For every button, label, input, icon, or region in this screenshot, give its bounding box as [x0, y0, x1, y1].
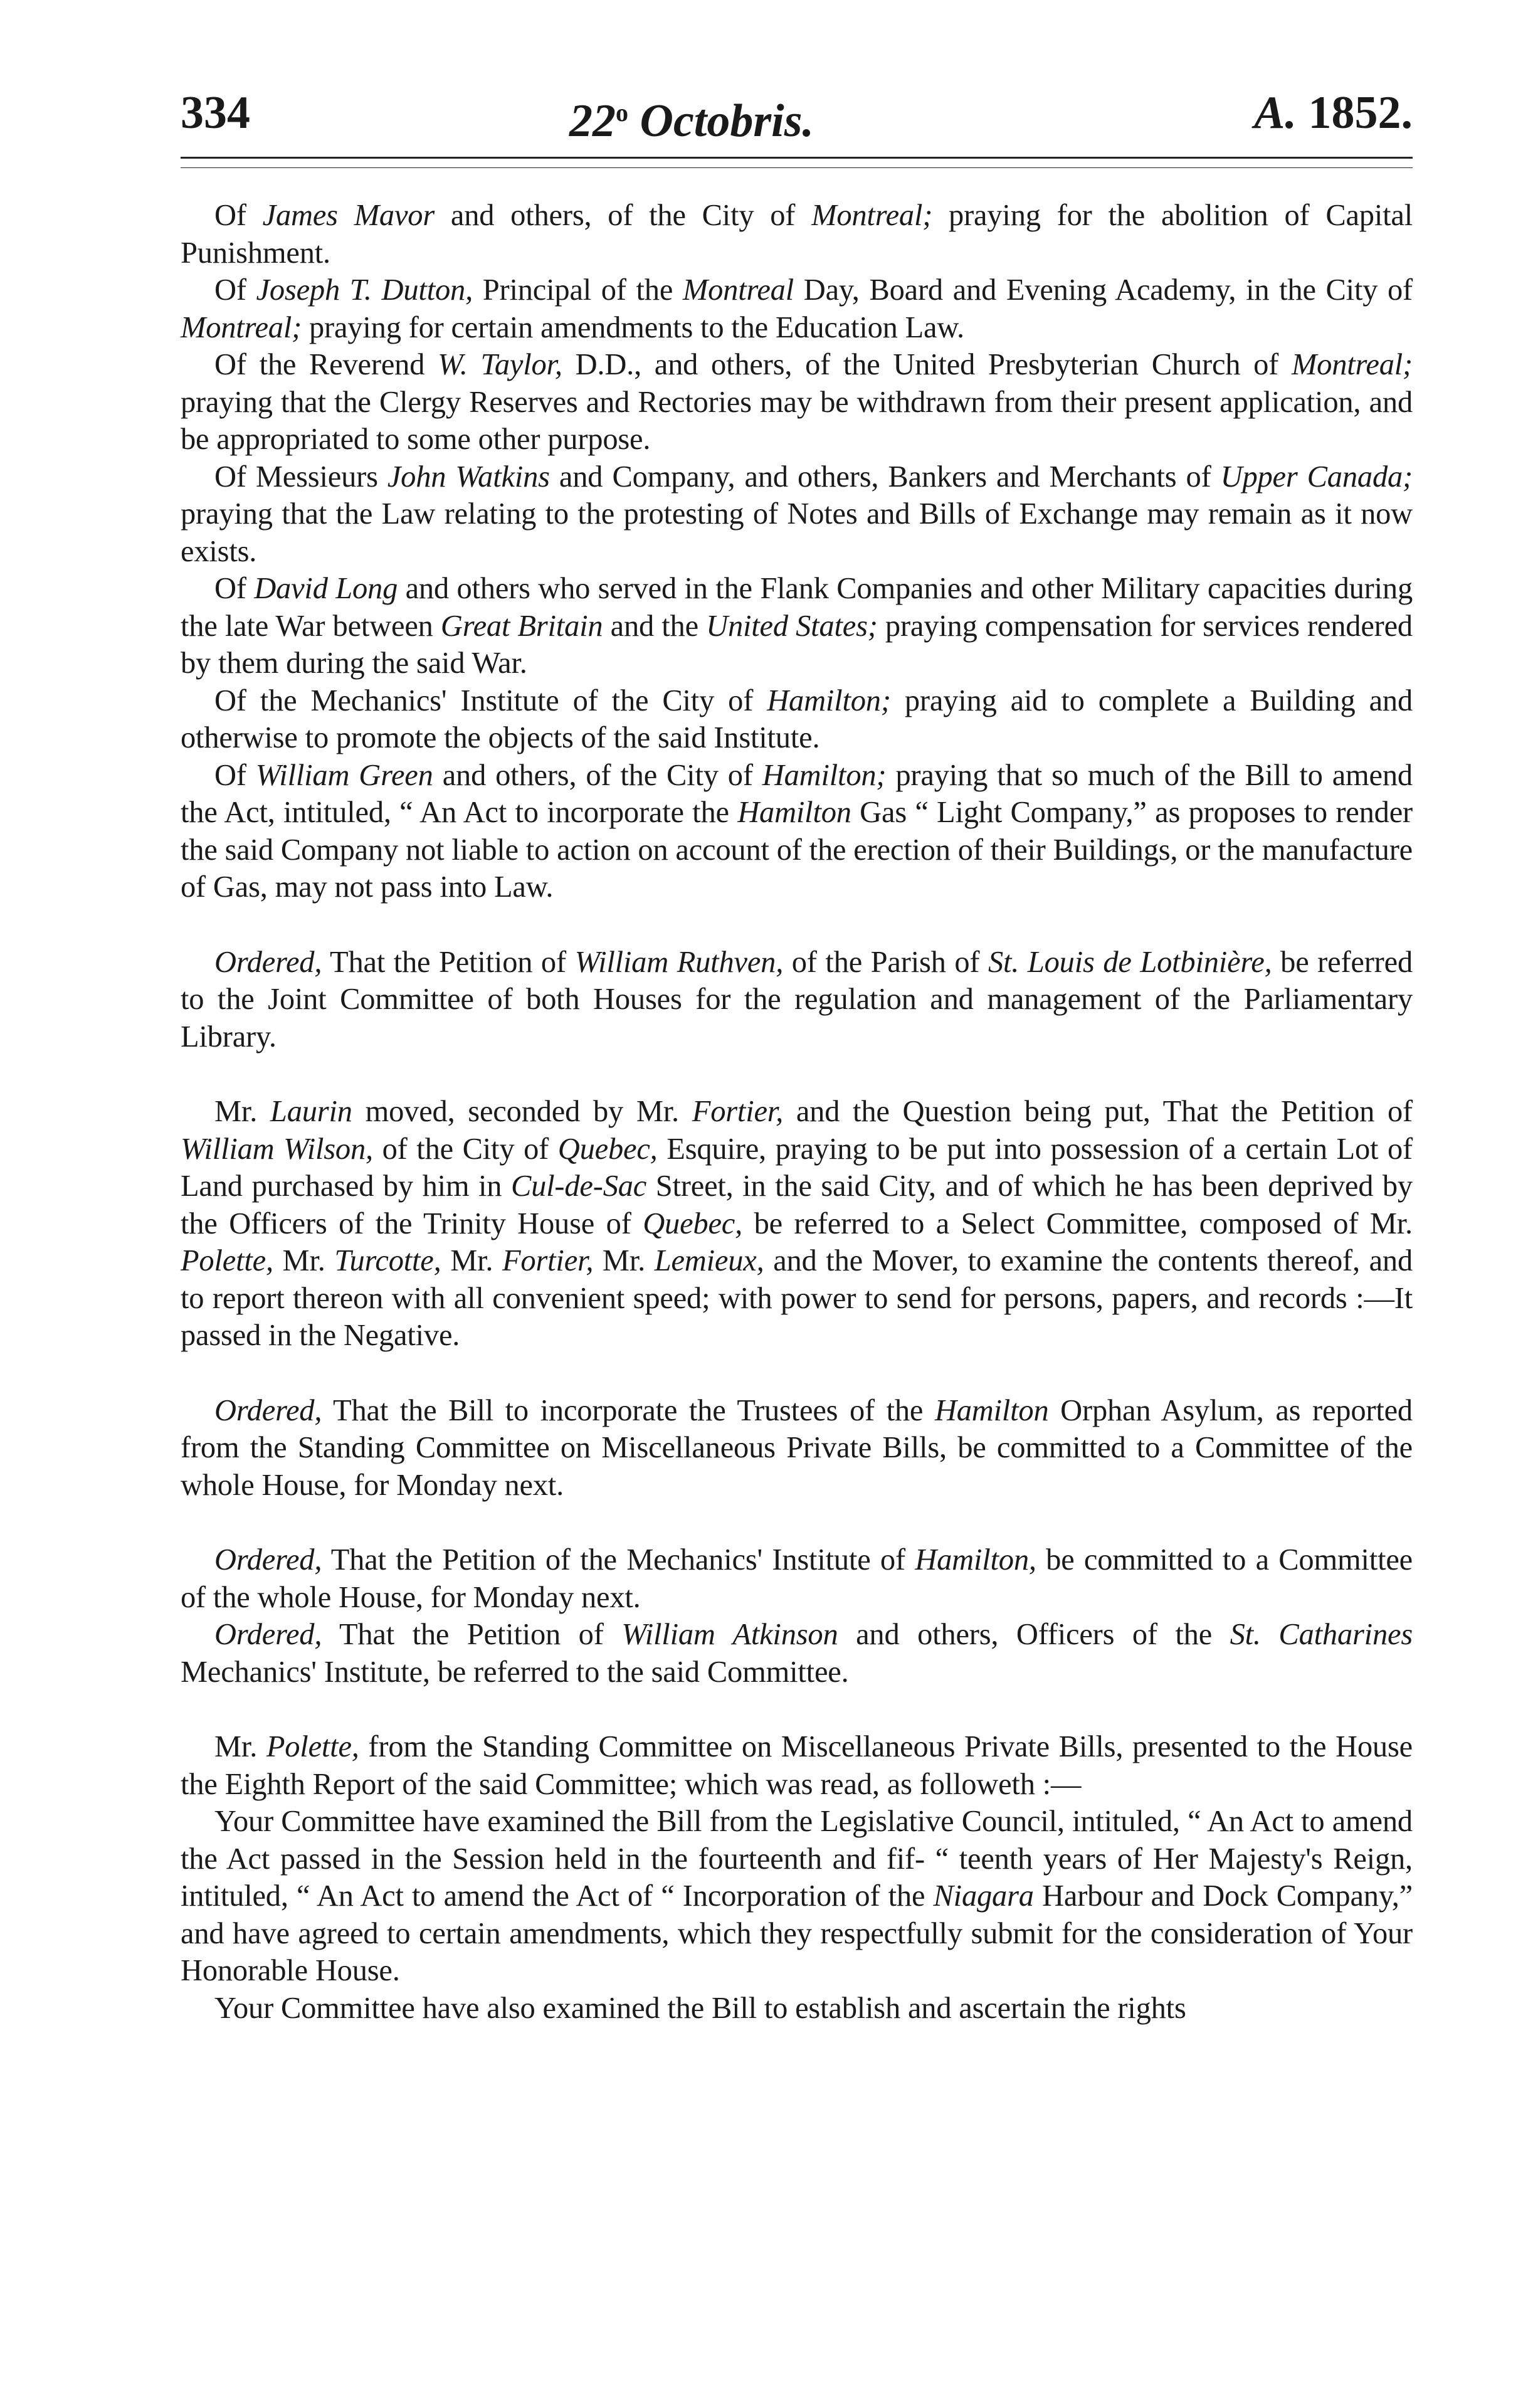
text-run: Great Britain [440, 609, 603, 643]
text-run: Your Committee have also examined the Bill to establish and ascertain the rights [214, 1991, 1186, 2025]
text-run: That the Bill to incorporate the Trustees of the [322, 1393, 935, 1427]
text-run: Of [214, 572, 255, 605]
text-run: Fortier, [502, 1244, 594, 1277]
petition-paragraph [181, 346, 1413, 458]
header-year [1254, 82, 1413, 144]
text-run: Esquire, praying to be put into possession of a certain Lot of Land purchased by him in [181, 1132, 1413, 1203]
text-run: Of [214, 199, 263, 232]
text-run: William Atkinson [621, 1618, 838, 1651]
petition-paragraph [181, 682, 1413, 757]
text-run: William Green [255, 758, 433, 792]
year-prefix: A. [1254, 87, 1297, 139]
text-run: Day, Board and Evening Academy, in the City of [794, 273, 1413, 307]
text-run: Mr. [214, 1730, 266, 1763]
text-run: of the City of [372, 1132, 558, 1166]
text-run: Polette, [266, 1730, 359, 1763]
text-run: Montreal; [181, 310, 302, 344]
text-run: Fortier, [692, 1095, 784, 1128]
ordered-paragraph [181, 1541, 1413, 1616]
text-run: be committed to a Committee of the whole House, for Monday next. [181, 1543, 1413, 1614]
text-run: Street, in the said City, and of which he has been deprived by the Officers of the Trinity House of [181, 1170, 1413, 1240]
text-run: moved, seconded by Mr. [352, 1095, 692, 1128]
report-paragraph [181, 1728, 1413, 1803]
text-run: of the Parish of [783, 945, 988, 979]
text-run: Harbour and Dock Company,” and have agreed to certain amendments, which they respectfully submit for the consideration of Your Honorable House. [181, 1879, 1413, 1987]
text-run: Joseph T. Dutton, [256, 273, 473, 307]
text-run: Hamilton; [762, 758, 887, 792]
text-run: Laurin [270, 1095, 352, 1128]
date-day: 22 [569, 95, 616, 147]
text-run: That the Petition of [322, 1618, 622, 1651]
text-run: praying that the Clergy Reserves and Rectories may be withdrawn from their present application, and be appropriated to some other purpose. [181, 385, 1413, 456]
text-run: Ordered, [214, 945, 322, 979]
paragraph-gap [181, 1055, 1413, 1093]
petition-paragraph [181, 570, 1413, 682]
ordered-paragraph [181, 944, 1413, 1056]
text-run: praying that so much of the Bill to amend the Act, intituled, “ An Act to incorporate the [181, 758, 1413, 829]
text-run: praying for certain amendments to the Education Law. [302, 310, 964, 344]
report-body-paragraph [181, 1803, 1413, 1990]
text-run: St. Louis de Lotbinière, [988, 945, 1272, 979]
text-run: Gas “ Light Company,” as proposes to render the said Company not liable to action on account of the erection of their Buildings, or the manufacture of Gas, may not pass into Law. [181, 796, 1413, 904]
text-run: United States; [706, 609, 878, 643]
text-run: Your Committee have examined the Bill from the Legislative Council, intituled, “ An Act to amend the Act passed in the Session held in the fourteenth and fif- “ teenth years of Her Majesty's Reign, intituled, “ An Act to amend the Act of “ Incorporation of the [181, 1805, 1413, 1913]
text-run: Hamilton [737, 796, 851, 829]
petition-paragraph [181, 458, 1413, 571]
text-run: Of the Mechanics' Institute of the City of [214, 684, 767, 717]
text-run: Of [214, 273, 256, 307]
text-run: Quebec, [643, 1207, 743, 1240]
text-run: Mr. [593, 1244, 655, 1277]
text-run: Turcotte, [334, 1244, 441, 1277]
year-value: 1852. [1308, 87, 1413, 139]
text-run: praying aid to complete a Building and otherwise to promote the objects of the said Institute. [181, 684, 1413, 754]
text-run: Niagara [933, 1879, 1034, 1913]
text-run: Quebec, [557, 1132, 658, 1166]
text-run: and Company, and others, Bankers and Merchants of [549, 460, 1221, 494]
petition-paragraph [181, 272, 1413, 346]
paragraph-gap [181, 906, 1413, 944]
text-run: That the Petition of [322, 945, 575, 979]
text-run: be referred to a Select Committee, composed of Mr. [742, 1207, 1413, 1240]
text-run: and others who served in the Flank Companies and other Military capacities during the late War between [181, 572, 1413, 643]
text-run: Ordered, [214, 1618, 322, 1651]
text-run: John Watkins [387, 460, 550, 494]
ordered-paragraph [181, 1616, 1413, 1691]
text-run: Hamilton [934, 1393, 1049, 1427]
text-run: praying for the abolition of Capital Punishment. [181, 199, 1413, 270]
paragraph-gap [181, 1354, 1413, 1392]
text-run: St. Catharines [1230, 1618, 1413, 1651]
text-run: and the [603, 609, 707, 643]
text-run: praying compensation for services rendered by them during the said War. [181, 609, 1413, 680]
text-run: and the Mover, to examine the contents thereof, and to report thereon with all convenient speed; with power to send for persons, papers, and records :—It passed in the Negative. [181, 1244, 1413, 1352]
text-run: David Long [254, 572, 398, 605]
text-run: be referred to the Joint Committee of both Houses for the regulation and management of the Parliamentary Library. [181, 945, 1413, 1054]
date-sup: o [616, 98, 628, 127]
text-run: Mechanics' Institute, be referred to the said Committee. [181, 1655, 849, 1689]
text-run: Hamilton, [915, 1543, 1036, 1576]
text-run: That the Petition of the Mechanics' Institute of [322, 1543, 915, 1576]
text-run: Principal of the [473, 273, 683, 307]
page-header [181, 69, 1413, 147]
petition-paragraph [181, 197, 1413, 272]
text-run: and others, of the City of [433, 758, 762, 792]
text-run: William Ruthven, [574, 945, 784, 979]
petition-paragraph [181, 757, 1413, 906]
text-run: praying that the Law relating to the protesting of Notes and Bills of Exchange may remain as it now exists. [181, 497, 1413, 568]
motion-paragraph [181, 1093, 1413, 1354]
date-month: Octobris. [640, 95, 814, 147]
text-run: Montreal [682, 273, 794, 307]
text-run: from the Standing Committee on Miscellaneous Private Bills, presented to the House the Eighth Report of the said Committee; which was read, as followeth :— [181, 1730, 1413, 1801]
text-run: Cul-de-Sac [510, 1170, 647, 1203]
text-run: Mr. [441, 1244, 502, 1277]
text-run: Ordered, [214, 1543, 322, 1576]
ordered-paragraph [181, 1392, 1413, 1504]
text-run: Of [214, 758, 256, 792]
header-rule [181, 157, 1413, 168]
text-run: James Mavor [262, 199, 435, 232]
text-run: Orphan Asylum, as reported from the Standing Committee on Miscellaneous Private Bills, be committed to a Committee of the whole House, for Monday next. [181, 1393, 1413, 1502]
paragraph-gap [181, 1691, 1413, 1728]
text-run: Mr. [273, 1244, 335, 1277]
text-run: Upper Canada; [1220, 460, 1413, 494]
paragraph-gap [181, 1504, 1413, 1541]
text-run: Montreal; [811, 199, 933, 232]
page-number: 334 [181, 87, 250, 139]
text-run: Of the Reverend [214, 348, 438, 381]
text-run: Polette, [181, 1244, 273, 1277]
text-run: Lemieux, [654, 1244, 764, 1277]
text-run: William Wilson, [181, 1132, 373, 1166]
text-run: Hamilton; [767, 684, 891, 717]
journal-text [181, 197, 1413, 2027]
text-run: W. Taylor, [438, 348, 562, 381]
header-date [569, 82, 814, 152]
text-run: Montreal; [1291, 348, 1413, 381]
text-run: and others, of the City of [435, 199, 812, 232]
text-run: and the Question being put, That the Petition of [783, 1095, 1413, 1128]
text-run: Mr. [214, 1095, 270, 1128]
text-run: Ordered, [214, 1393, 322, 1427]
text-run: D.D., and others, of the United Presbyterian Church of [562, 348, 1292, 381]
page [181, 69, 1413, 2027]
text-run: and others, Officers of the [838, 1618, 1230, 1651]
report-body-paragraph [181, 1990, 1413, 2027]
text-run: Of Messieurs [214, 460, 387, 494]
